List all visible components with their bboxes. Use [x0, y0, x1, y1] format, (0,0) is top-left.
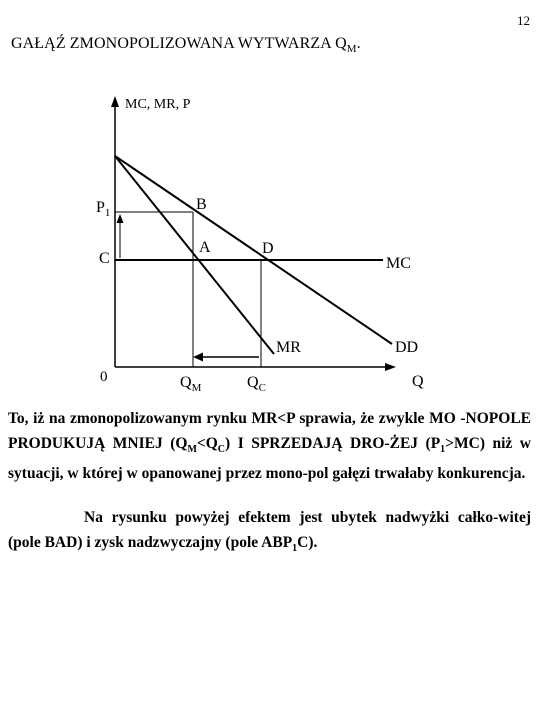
paragraph-welfare-loss: Na rysunku powyżej efektem jest ubytek nadwyżki całko-witej (pole BAD) i zysk nadzwyczajny (pole $ABP_1C$). [8, 509, 531, 554]
c-label: C [99, 250, 110, 267]
qm-label: $Q_M$ [180, 374, 202, 394]
page-number: 12 [517, 13, 530, 28]
y-axis-arrowhead [111, 96, 119, 107]
qc-label: $Q_C$ [247, 374, 266, 394]
point-a-label: A [199, 239, 211, 256]
origin-label: 0 [100, 369, 108, 385]
p1-label: $P_1$ [96, 199, 111, 219]
point-b-label: B [196, 196, 207, 213]
paragraph-monopoly-effect: To, iż na zmonopolizowanym rynku MR<P sprawia, że zwykle MO -NOPOLE PRODUKUJĄ MNIEJ $(Q_M<Q_C)$ I SPRZEDAJĄ DRO-ŻEJ $(P_1>MC)$ niż w sytuacji, w której w opanowanej przez mono-pol gałęzi trwałaby konkurencja. [8, 410, 531, 483]
axes [115, 105, 388, 367]
dd-label: DD [395, 339, 419, 356]
dd-demand-line [115, 156, 392, 344]
quantity-decrease-arrowhead [193, 353, 203, 362]
x-axis-arrowhead [385, 363, 396, 371]
monopoly-diagram [0, 80, 540, 400]
y-axis-label: MC, MR, P [125, 97, 191, 112]
mr-line [115, 156, 274, 354]
price-increase-arrowhead [117, 214, 124, 223]
point-d-label: D [262, 240, 274, 257]
mc-label: MC [386, 255, 411, 272]
page-title: GAŁĄŹ ZMONOPOLIZOWANA WYTWARZA $Q_M$. [11, 35, 361, 56]
x-axis-label: Q [412, 373, 424, 390]
mr-label: MR [276, 339, 301, 356]
